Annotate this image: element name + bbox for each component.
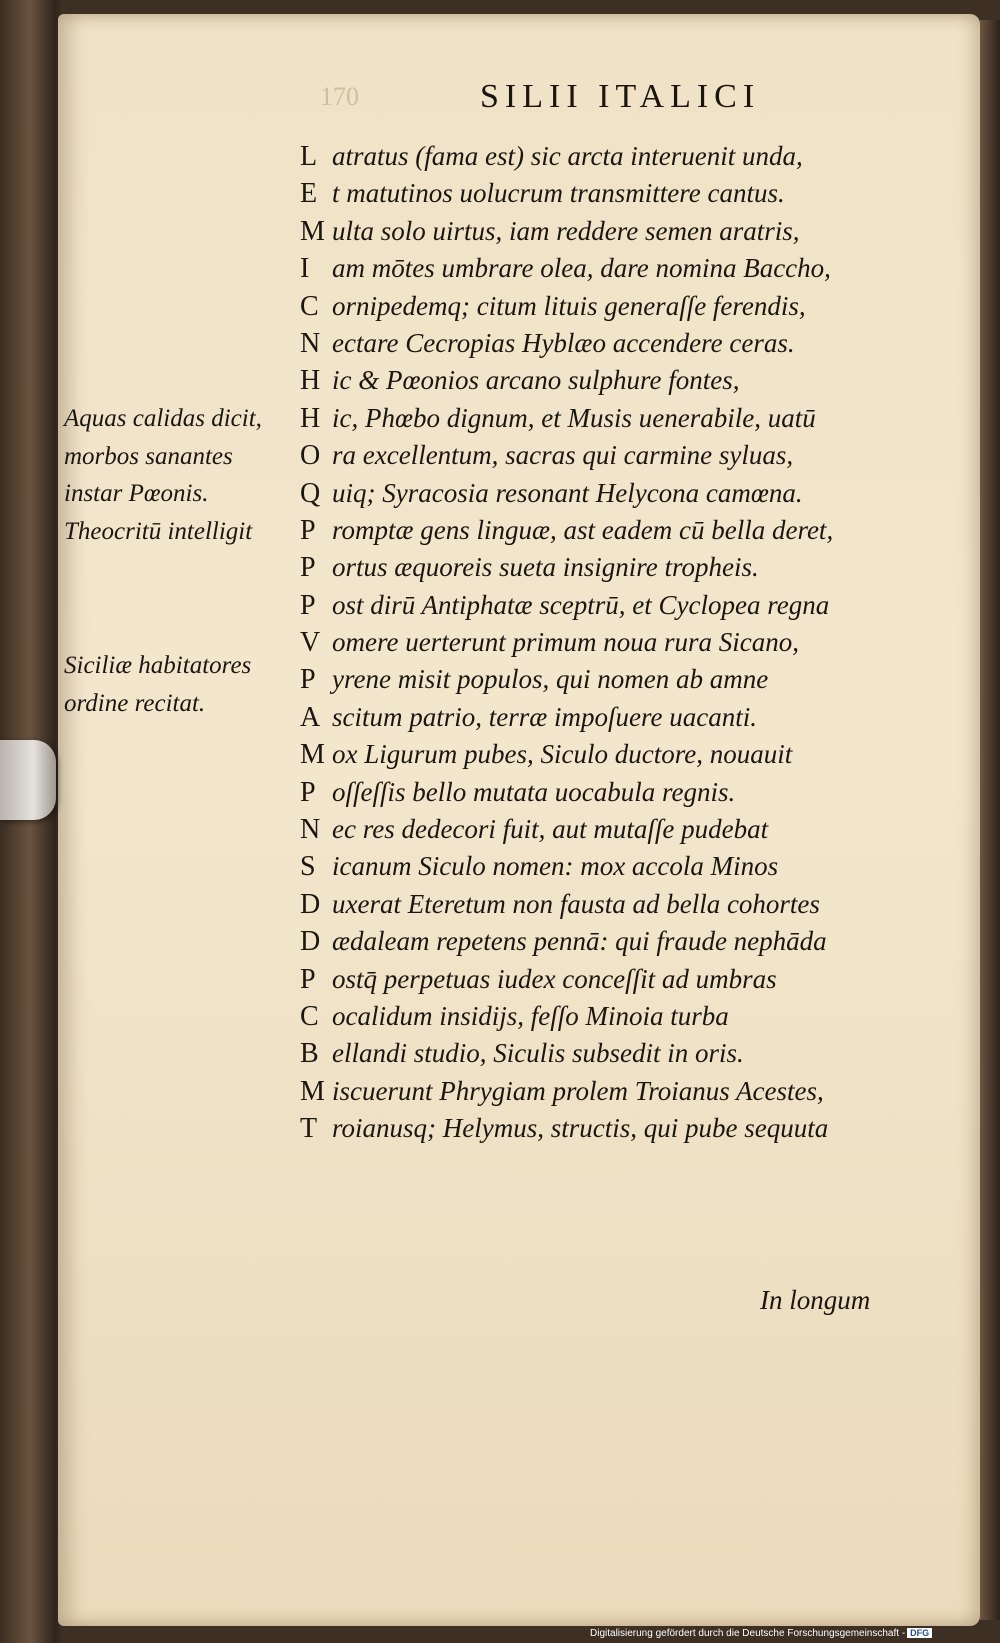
verse-text: ic, Phœbo dignum, et Musis uenerabile, uatū: [332, 402, 816, 433]
verse-initial: P: [300, 552, 316, 584]
verse-text: iscuerunt Phrygiam prolem Troianus Acestes,: [332, 1075, 824, 1106]
verse-text: romptæ gens linguæ, ast eadem cū bella deret,: [332, 514, 834, 545]
verse-line: [300, 587, 950, 624]
verse-initial: T: [300, 1113, 318, 1145]
verse-text: ortus æquoreis sueta insignire tropheis.: [332, 552, 759, 583]
verse-block: [300, 138, 950, 1148]
verse-text: scitum patrio, terræ impoſuere uacanti.: [332, 701, 757, 732]
verse-line: [300, 325, 950, 362]
verse-initial: V: [300, 627, 321, 659]
verse-line: [300, 475, 950, 512]
verse-initial: P: [300, 664, 316, 696]
verse-line: [300, 549, 950, 586]
verse-text: ostq̄ perpetuas iudex conceſſit ad umbras: [332, 963, 777, 994]
verse-initial: D: [300, 926, 321, 958]
verse-text: ornipedemq; citum lituis generaſſe ferendis,: [332, 290, 806, 321]
verse-initial: P: [300, 963, 316, 995]
verse-text: icanum Siculo nomen: mox accola Minos: [332, 851, 779, 882]
verse-line: [300, 512, 950, 549]
verse-line: [300, 961, 950, 998]
margin-note-inhabitants: [64, 647, 304, 722]
verse-line: [300, 811, 950, 848]
verse-line: [300, 998, 950, 1035]
margin-note-line: Theocritū intelligit: [64, 517, 253, 545]
folio-number: 170: [320, 82, 359, 111]
margin-note-line: Siciliæ habitatores: [64, 652, 252, 679]
verse-text: t matutinos uolucrum transmittere cantus.: [332, 178, 785, 209]
verse-text: ectare Cecropias Hyblæo accendere ceras.: [332, 327, 795, 358]
verse-line: [300, 400, 950, 437]
verse-line: [300, 923, 950, 960]
verse-initial: P: [300, 514, 316, 546]
verse-text: oſſeſſis bello mutata uocabula regnis.: [332, 776, 736, 807]
verse-line: [300, 624, 950, 661]
verse-initial: H: [300, 402, 321, 434]
verse-text: ra excellentum, sacras qui carmine syluas,: [332, 440, 794, 471]
verse-initial: B: [300, 1038, 319, 1070]
verse-initial: D: [300, 888, 321, 920]
verse-initial: M: [300, 1075, 325, 1107]
verse-text: ic & Pœonios arcano sulphure fontes,: [332, 365, 740, 396]
verse-text: ellandi studio, Siculis subsedit in oris.: [332, 1038, 744, 1069]
verse-text: ædaleam repetens pennā: qui fraude nephāda: [332, 926, 827, 957]
verse-line: [300, 886, 950, 923]
verse-initial: P: [300, 589, 316, 621]
dfg-logo: DFG: [907, 1628, 932, 1638]
verse-line: [300, 848, 950, 885]
verse-initial: C: [300, 290, 319, 322]
verse-text: ost dirū Antiphatæ sceptrū, et Cyclopea regna: [332, 589, 830, 620]
verse-text: yrene misit populos, qui nomen ab amne: [332, 664, 769, 695]
verse-line: [300, 736, 950, 773]
verse-line: [300, 1035, 950, 1072]
verse-initial: C: [300, 1000, 319, 1032]
page-clip: [0, 740, 56, 820]
margin-note-line: Aquas calidas dicit,: [64, 405, 262, 432]
verse-line: [300, 250, 950, 287]
margin-note-line: instar Pœonis.: [64, 480, 209, 507]
verse-initial: S: [300, 851, 316, 883]
verse-text: ec res dedecori fuit, aut mutaſſe pudebat: [332, 814, 769, 845]
verse-line: [300, 699, 950, 736]
verse-initial: H: [300, 365, 321, 397]
verse-text: omere uerterunt primum noua rura Sicano,: [332, 627, 799, 658]
margin-note-springs: [64, 400, 304, 550]
verse-text: am mōtes umbrare olea, dare nomina Baccho,: [332, 253, 831, 284]
catchword: In longum: [760, 1285, 871, 1315]
verse-line: [300, 661, 950, 698]
verse-text: ocalidum insidijs, feſſo Minoia turba: [332, 1000, 729, 1031]
verse-initial: E: [300, 178, 318, 210]
verse-line: [300, 175, 950, 212]
verse-text: uiq; Syracosia resonant Helycona camœna.: [332, 477, 803, 508]
verse-text: ox Ligurum pubes, Siculo ductore, nouauit: [332, 739, 793, 770]
verse-line: [300, 138, 950, 175]
verse-text: ulta solo uirtus, iam reddere semen aratris,: [332, 215, 800, 246]
verse-line: [300, 213, 950, 250]
verse-initial: N: [300, 327, 321, 359]
verse-initial: P: [300, 776, 316, 808]
verse-line: [300, 437, 950, 474]
verse-initial: L: [300, 141, 318, 172]
verse-text: atratus (fama est) sic arcta interuenit unda,: [332, 141, 803, 171]
digitization-credit: [590, 1628, 932, 1639]
margin-note-line: ordine recitat.: [64, 689, 206, 717]
verse-initial: A: [300, 701, 321, 733]
verse-line: [300, 1073, 950, 1110]
verse-initial: O: [300, 440, 321, 472]
credit-text: Digitalisierung gefördert durch die Deutsche Forschungsgemeinschaft -: [590, 1628, 906, 1639]
verse-line: [300, 1110, 950, 1147]
verse-initial: N: [300, 814, 321, 846]
book-right-edge: [980, 20, 1000, 1620]
verse-line: [300, 288, 950, 325]
verse-initial: M: [300, 739, 325, 771]
verse-initial: I: [300, 253, 310, 285]
verse-text: uxerat Eteretum non fausta ad bella cohortes: [332, 888, 820, 919]
verse-initial: Q: [300, 477, 321, 509]
margin-note-line: morbos sanantes: [64, 442, 233, 470]
verse-line: [300, 362, 950, 399]
verse-line: [300, 774, 950, 811]
verse-initial: M: [300, 215, 325, 247]
verse-text: roianusq; Helymus, structis, qui pube sequuta: [332, 1113, 829, 1144]
running-title: SILII ITALICI: [480, 78, 761, 115]
